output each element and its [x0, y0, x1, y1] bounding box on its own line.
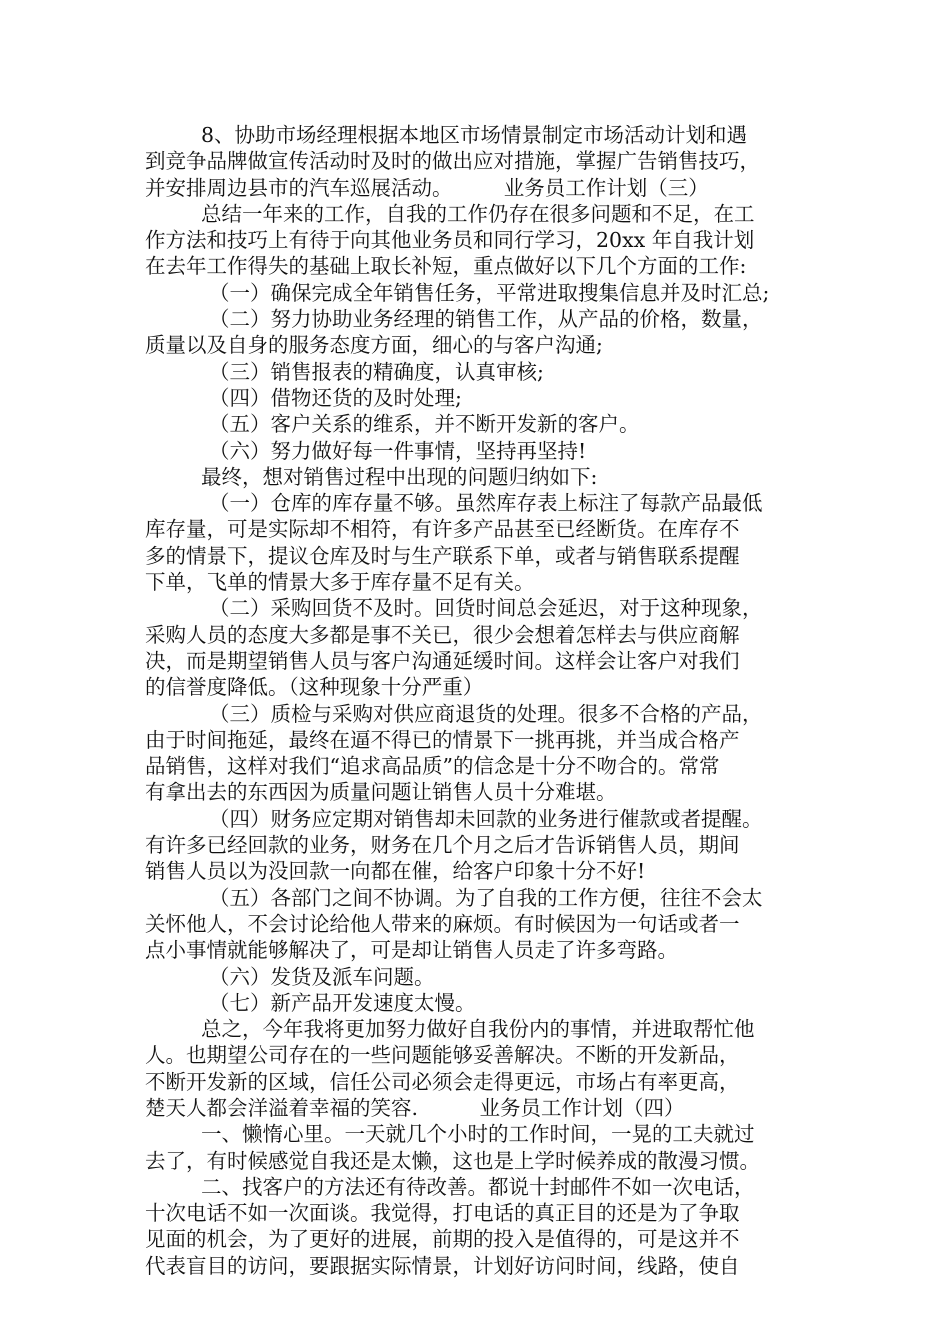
text-line: 不断开发新的区域，信任公司必须会走得更远，市场占有率更高，	[145, 1069, 740, 1094]
text-line: 并安排周边县市的汽车巡展活动。 业务员工作计划（三）	[145, 175, 709, 200]
text-line: 决，而是期望销售人员与客户沟通延缓时间。这样会让客户对我们	[145, 648, 740, 673]
text-line: 库存量，可是实际却不相符，有许多产品甚至已经断货。在库存不	[145, 517, 740, 542]
text-line: 8、协助市场经理根据本地区市场情景制定市场活动计划和遇	[201, 123, 748, 147]
text-line: 的信誉度降低。（这种现象十分严重）	[145, 675, 484, 700]
text-line: （三）销售报表的精确度，认真审核;	[209, 359, 544, 384]
text-line: 点小事情就能够解决了，可是却让销售人员走了许多弯路。	[145, 938, 678, 963]
text-line: 总结一年来的工作，自我的工作仍存在很多问题和不足，在工	[201, 201, 755, 226]
text-line: 下单，飞单的情景大多于库存量不足有关。	[145, 570, 535, 595]
text-line: （一）确保完成全年销售任务，平常进取搜集信息并及时汇总;	[209, 280, 770, 305]
text-line: 作方法和技巧上有待于向其他业务员和同行学习，20xx 年自我计划	[145, 228, 755, 253]
text-line: 总之，今年我将更加努力做好自我份内的事情，并进取帮忙他	[201, 1017, 755, 1042]
document-body	[145, 122, 805, 1279]
text-line: 由于时间拖延，最终在逼不得已的情景下一挑再挑，并当成合格产	[145, 727, 740, 752]
text-line: （七）新产品开发速度太慢。	[209, 990, 476, 1015]
text-line: （六）发货及派车问题。	[209, 964, 435, 989]
text-line: 人。也期望公司存在的一些问题能够妥善解决。不断的开发新品，	[145, 1043, 740, 1068]
text-line: （六）努力做好每一件事情，坚持再坚持!	[209, 438, 587, 463]
text-line: 楚天人都会洋溢着幸福的笑容. 业务员工作计划（四）	[145, 1095, 685, 1120]
text-line: 见面的机会，为了更好的进展，前期的投入是值得的，可是这并不	[145, 1227, 740, 1252]
text-line: 到竞争品牌做宣传活动时及时的做出应对措施，掌握广告销售技巧，	[145, 149, 760, 174]
text-line: 代表盲目的访问，要跟据实际情景，计划好访问时间，线路，使自	[145, 1253, 740, 1278]
text-line: 有许多已经回款的业务，财务在几个月之后才告诉销售人员，期间	[145, 833, 740, 858]
text-line: 在去年工作得失的基础上取长补短，重点做好以下几个方面的工作:	[145, 254, 747, 279]
text-line: 去了，有时候感觉自我还是太懒，这也是上学时候养成的散漫习惯。	[145, 1148, 760, 1173]
text-line: 关怀他人，不会讨论给他人带来的麻烦。有时候因为一句话或者一	[145, 911, 740, 936]
text-line: （二）采购回货不及时。回货时间总会延迟，对于这种现象，	[209, 596, 763, 621]
text-line: 最终，想对销售过程中出现的问题归纳如下:	[201, 464, 598, 489]
text-line: 有拿出去的东西因为质量问题让销售人员十分难堪。	[145, 780, 617, 805]
text-line: 一、懒惰心里。一天就几个小时的工作时间，一晃的工夫就过	[201, 1122, 755, 1147]
text-line: 二、找客户的方法还有待改善。都说十封邮件不如一次电话，	[201, 1174, 755, 1199]
text-line: 质量以及自身的服务态度方面，细心的与客户沟通;	[145, 333, 603, 358]
text-line: （四）财务应定期对销售却未回款的业务进行催款或者提醒。	[209, 806, 763, 831]
text-line: 品销售，这样对我们“追求高品质”的信念是十分不吻合的。常常	[145, 754, 720, 779]
text-line: 采购人员的态度大多都是事不关已，很少会想着怎样去与供应商解	[145, 622, 740, 647]
text-line: （五）客户关系的维系，并不断开发新的客户。	[209, 412, 640, 437]
text-line: （一）仓库的库存量不够。虽然库存表上标注了每款产品最低	[209, 491, 763, 516]
text-line: （二）努力协助业务经理的销售工作，从产品的价格，数量，	[209, 307, 763, 332]
text-line: （三）质检与采购对供应商退货的处理。很多不合格的产品，	[209, 701, 763, 726]
text-line: （五）各部门之间不协调。为了自我的工作方便，往往不会太	[209, 885, 763, 910]
text-line: 销售人员以为没回款一向都在催，给客户印象十分不好!	[145, 859, 646, 884]
text-line: （四）借物还货的及时处理;	[209, 385, 462, 410]
text-line: 十次电话不如一次面谈。我觉得，打电话的真正目的还是为了争取	[145, 1201, 740, 1226]
text-line: 多的情景下，提议仓库及时与生产联系下单，或者与销售联系提醒	[145, 543, 740, 568]
